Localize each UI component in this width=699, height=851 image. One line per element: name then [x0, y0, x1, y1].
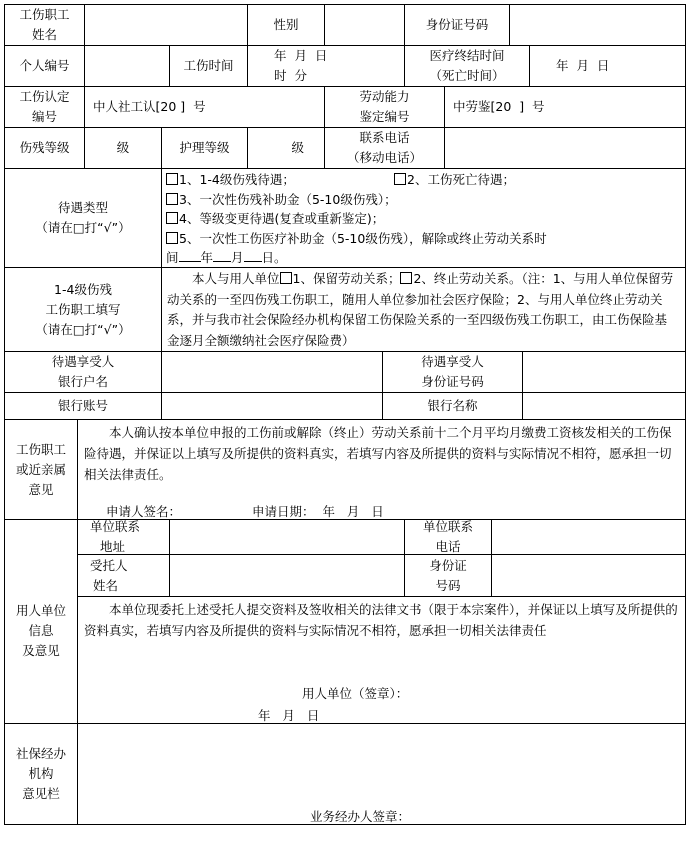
- worker-name-label: [4, 4, 85, 46]
- label-text: 性别: [273, 17, 299, 32]
- label-text: （请在□打“√”）: [35, 321, 131, 337]
- ability-no-field[interactable]: [444, 86, 686, 128]
- date-prefix: 间: [166, 250, 179, 266]
- checkbox[interactable]: [166, 212, 178, 224]
- ability-no-label: [324, 86, 445, 128]
- worker-name-field[interactable]: [84, 4, 248, 46]
- label-text: 银行户名: [57, 374, 108, 389]
- disability-level-label: [4, 127, 85, 169]
- intro-text: 本人与用人单位: [192, 271, 280, 286]
- label-text: （死亡时间）: [429, 68, 505, 83]
- label-text: 信息: [28, 622, 54, 638]
- option-text: 1、保留劳动关系；: [292, 271, 401, 286]
- checkbox[interactable]: [166, 173, 178, 185]
- label-text: 及意见: [22, 642, 60, 658]
- benefit-option-1[interactable]: [166, 170, 394, 190]
- grade-1-4-content: [161, 267, 686, 352]
- label-text: 电话: [435, 539, 461, 554]
- label-text: 身份证: [429, 557, 467, 573]
- option-text: 3、一次性伤残补助金（5-10级伤残）；: [179, 191, 397, 207]
- month-blank[interactable]: [213, 249, 231, 262]
- agent-id-field[interactable]: [491, 554, 686, 597]
- label-text: 工伤职工: [15, 441, 66, 457]
- label-text: 意见: [28, 481, 54, 497]
- label-text: 身份证号码: [421, 374, 484, 389]
- nursing-level-label: [161, 127, 248, 169]
- personal-no-field[interactable]: [84, 45, 170, 87]
- date-text: 年 月 日: [274, 48, 328, 63]
- label-text: 个人编号: [19, 58, 70, 73]
- label-text: 鉴定编号: [359, 109, 410, 124]
- employer-address-label: [77, 519, 170, 555]
- personal-no-label: [4, 45, 85, 87]
- agent-signature-label: 业务经办人签章：: [310, 809, 411, 824]
- statement-text: 本单位现委托上述受托人提交资料及签收相关的法律文书（限于本宗案件），并保证以上填写及所提供的资料真实，若填写内容及所提供的资料与实际情况不相符，愿承担一切相关法律责任: [84, 602, 678, 638]
- label-text: 地址: [100, 539, 126, 554]
- date-text: 年 月 日: [556, 58, 610, 73]
- day-blank[interactable]: [244, 249, 262, 262]
- benefit-option-2[interactable]: [394, 170, 515, 190]
- gender-label: [247, 4, 325, 46]
- label-text: （请在□打“√”）: [35, 220, 131, 235]
- label-text: 号码: [435, 577, 461, 593]
- benefit-type-label: [4, 168, 162, 268]
- bank-name-label: [382, 392, 523, 420]
- label-text: 工伤职工: [19, 7, 70, 22]
- benefit-options-list: [166, 170, 681, 268]
- beneficiary-id-label: [382, 351, 523, 393]
- recognition-no-label: [4, 86, 85, 128]
- label-text: 或近亲属: [15, 461, 66, 477]
- agency-opinion-label: [4, 723, 78, 825]
- agent-name-label: [77, 554, 170, 597]
- agent-id-label: [404, 554, 492, 597]
- employer-statement-content: [77, 596, 686, 724]
- label-text: 工伤职工填写: [45, 301, 121, 317]
- month-text: 月: [231, 250, 244, 266]
- checkbox[interactable]: [166, 193, 178, 205]
- label-text: 待遇享受人: [421, 354, 484, 369]
- label-text: 编号: [31, 109, 57, 124]
- label-text: 姓名: [31, 27, 57, 42]
- checkbox[interactable]: [394, 173, 406, 185]
- label-text: 银行账号: [57, 398, 108, 413]
- option-text: 1、1-4级伤残待遇；: [179, 172, 295, 187]
- bank-name-field[interactable]: [522, 392, 686, 420]
- value-text: 中劳鉴[20 ] 号: [453, 99, 545, 114]
- label-text: 用人单位: [15, 602, 66, 618]
- label-text: 身份证号码: [425, 17, 489, 32]
- phone-field[interactable]: [444, 127, 686, 169]
- employer-address-field[interactable]: [169, 519, 405, 555]
- employer-phone-field[interactable]: [491, 519, 686, 555]
- label-text: 单位联系: [90, 519, 141, 534]
- injury-time-label: [169, 45, 248, 87]
- label-text: 工伤认定: [19, 89, 70, 104]
- label-text: 工伤时间: [183, 58, 234, 73]
- employer-seal-label: 用人单位（签章）：: [302, 686, 409, 701]
- unit-text: 级: [116, 140, 130, 155]
- beneficiary-id-field[interactable]: [522, 351, 686, 393]
- value-text: 中人社工认[20 ] 号: [93, 99, 206, 114]
- label-text: 联系电话: [359, 130, 410, 145]
- employer-date-label: 年 月 日: [258, 708, 320, 723]
- statement-text: 本人确认按本单位申报的工伤前或解除（终止）劳动关系前十二个月平均月缴费工资核发相关的工伤保险待遇，并保证以上填写及所提供的资料真实，若填写内容及所提供的资料与实际情况不相符，愿承担一切相关法律责任。: [84, 425, 672, 482]
- label-text: 受托人: [90, 557, 128, 573]
- gender-field[interactable]: [324, 4, 405, 46]
- recognition-no-field[interactable]: [84, 86, 325, 128]
- terminate-relation-checkbox[interactable]: [400, 272, 412, 284]
- grade-1-4-label: [4, 267, 162, 352]
- account-name-field[interactable]: [161, 351, 383, 393]
- checkbox[interactable]: [166, 232, 178, 244]
- option-text: 4、等级变更待遇(复查或重新鉴定)；: [179, 211, 385, 227]
- year-text: 年: [200, 250, 214, 266]
- label-text: 社保经办: [15, 746, 66, 761]
- year-blank[interactable]: [179, 249, 201, 262]
- application-date-label: 申请日期： 年 月 日: [252, 504, 384, 519]
- benefit-option-4[interactable]: [166, 209, 681, 229]
- phone-label: [324, 127, 445, 169]
- benefit-option-5[interactable]: [166, 229, 681, 249]
- employer-label: [4, 519, 78, 724]
- label-text: 伤残等级: [19, 140, 70, 155]
- id-number-label: [404, 4, 510, 46]
- disability-level-field[interactable]: [84, 127, 162, 169]
- retain-relation-checkbox[interactable]: [280, 272, 292, 284]
- label-text: 意见栏: [22, 786, 60, 801]
- nursing-level-field[interactable]: [247, 127, 325, 169]
- label-text: 医疗终结时间: [429, 48, 505, 63]
- label-text: 待遇享受人: [51, 354, 115, 369]
- label-text: 银行名称: [427, 398, 478, 413]
- option-text: 2、终止劳动关系。: [413, 271, 522, 286]
- time-text: 时 分: [274, 68, 307, 83]
- label-text: 劳动能力: [359, 89, 410, 104]
- account-name-label: [4, 351, 162, 393]
- label-text: （移动电话）: [346, 150, 422, 165]
- id-number-field[interactable]: [509, 4, 686, 46]
- unit-text: 级: [291, 140, 304, 155]
- label-text: 单位联系: [422, 519, 473, 534]
- label-text: 机构: [28, 766, 54, 781]
- label-text: 姓名: [93, 577, 119, 593]
- option-text: 5、一次性工伤医疗补助金（5-10级伤残），解除或终止劳动关系时: [179, 230, 547, 246]
- agent-name-field[interactable]: [169, 554, 405, 597]
- applicant-signature-label: 申请人签名：: [106, 504, 182, 519]
- label-text: 护理等级: [179, 140, 230, 155]
- medical-end-field[interactable]: [529, 45, 686, 87]
- note-text: （注：1、与用人单位保留劳动关系的一至四伤残工伤职工，随用人单位参加社会医疗保险；2、与用人单位终止劳动关系，并与我市社会保险经办机构保留工伤保险关系的一至四级伤残工伤职工，由工伤保险基金逐月全额缴纳社会医疗保险费）: [167, 271, 674, 348]
- medical-end-label: [404, 45, 530, 87]
- benefit-option-3[interactable]: [166, 190, 681, 210]
- label-text: 1-4级伤残: [54, 281, 112, 297]
- injury-time-field[interactable]: [247, 45, 405, 87]
- option-text: 2、工伤死亡待遇；: [407, 172, 515, 187]
- employer-phone-label: [404, 519, 492, 555]
- account-no-label: [4, 392, 162, 420]
- label-text: 待遇类型: [57, 200, 108, 215]
- worker-opinion-label: [4, 419, 78, 520]
- termination-date-line: [166, 248, 681, 268]
- account-no-field[interactable]: [161, 392, 383, 420]
- day-text: 日。: [261, 250, 287, 266]
